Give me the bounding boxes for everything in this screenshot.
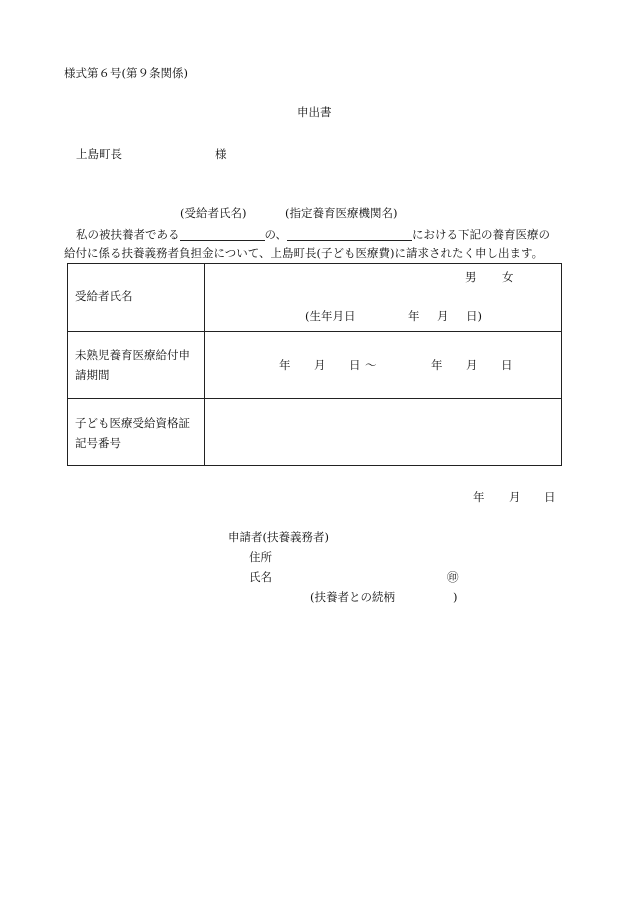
body-line-2: 給付に係る扶養義務者負担金について、上島町長(子ども医療費)に請求されたく申し出ます。 bbox=[64, 246, 544, 260]
applicant-heading: 申請者(扶養義務者) bbox=[228, 530, 329, 544]
period-start-month-unit: 月 bbox=[314, 358, 326, 372]
name-label: 氏名 bbox=[249, 570, 272, 584]
period-end-day-unit: 日 bbox=[501, 358, 513, 372]
table-row-divider-2 bbox=[67, 398, 562, 399]
period-label-line-2: 請期間 bbox=[75, 368, 110, 382]
birth-year-unit: 年 bbox=[408, 309, 420, 323]
birth-month-unit: 月 bbox=[437, 309, 449, 323]
recipient-name-field[interactable] bbox=[210, 275, 450, 303]
birth-date-label: (生年月日 bbox=[305, 309, 356, 323]
page-title: 申出書 bbox=[297, 105, 332, 119]
relation-label: (扶養者との続柄 bbox=[310, 590, 395, 604]
body-line-1 bbox=[76, 228, 550, 241]
certificate-label-line-1: 子ども医療受給資格証 bbox=[75, 416, 190, 430]
body-part-2: の、 bbox=[264, 227, 288, 242]
body-part-1: 私の被扶養者である bbox=[76, 227, 180, 242]
recipient-name-blank[interactable] bbox=[180, 228, 265, 241]
date-month-unit: 月 bbox=[509, 490, 521, 504]
period-label-line-1: 未熟児養育医療給付申 bbox=[75, 348, 190, 362]
body-part-3: における下記の養育医療の bbox=[412, 227, 551, 242]
gender-female[interactable]: 女 bbox=[502, 270, 514, 284]
recipient-name-label: (受給者氏名) bbox=[180, 206, 247, 220]
addressee-name: 上島町長 bbox=[76, 147, 122, 161]
gender-male[interactable]: 男 bbox=[465, 270, 477, 284]
certificate-label-line-2: 記号番号 bbox=[75, 436, 121, 450]
table-column-divider bbox=[204, 263, 205, 466]
period-tilde: ～ bbox=[365, 358, 377, 372]
date-year-unit: 年 bbox=[473, 490, 485, 504]
certificate-number-field[interactable] bbox=[210, 405, 555, 459]
relation-close-paren: ) bbox=[453, 590, 458, 604]
institution-name-label: (指定養育医療機関名) bbox=[285, 206, 398, 220]
period-start-year-unit: 年 bbox=[279, 358, 291, 372]
period-start-day-unit: 日 bbox=[349, 358, 361, 372]
form-number: 様式第６号(第９条関係) bbox=[64, 66, 188, 80]
table-row-divider-1 bbox=[67, 331, 562, 332]
recipient-name-row-label: 受給者氏名 bbox=[75, 289, 133, 303]
date-day-unit: 日 bbox=[544, 490, 556, 504]
period-end-year-unit: 年 bbox=[431, 358, 443, 372]
addressee-honorific: 様 bbox=[215, 147, 227, 161]
period-end-month-unit: 月 bbox=[466, 358, 478, 372]
seal-mark: ㊞ bbox=[447, 570, 459, 584]
institution-name-blank[interactable] bbox=[287, 228, 412, 241]
address-label: 住所 bbox=[249, 550, 272, 564]
birth-day-unit: 日) bbox=[466, 309, 482, 323]
